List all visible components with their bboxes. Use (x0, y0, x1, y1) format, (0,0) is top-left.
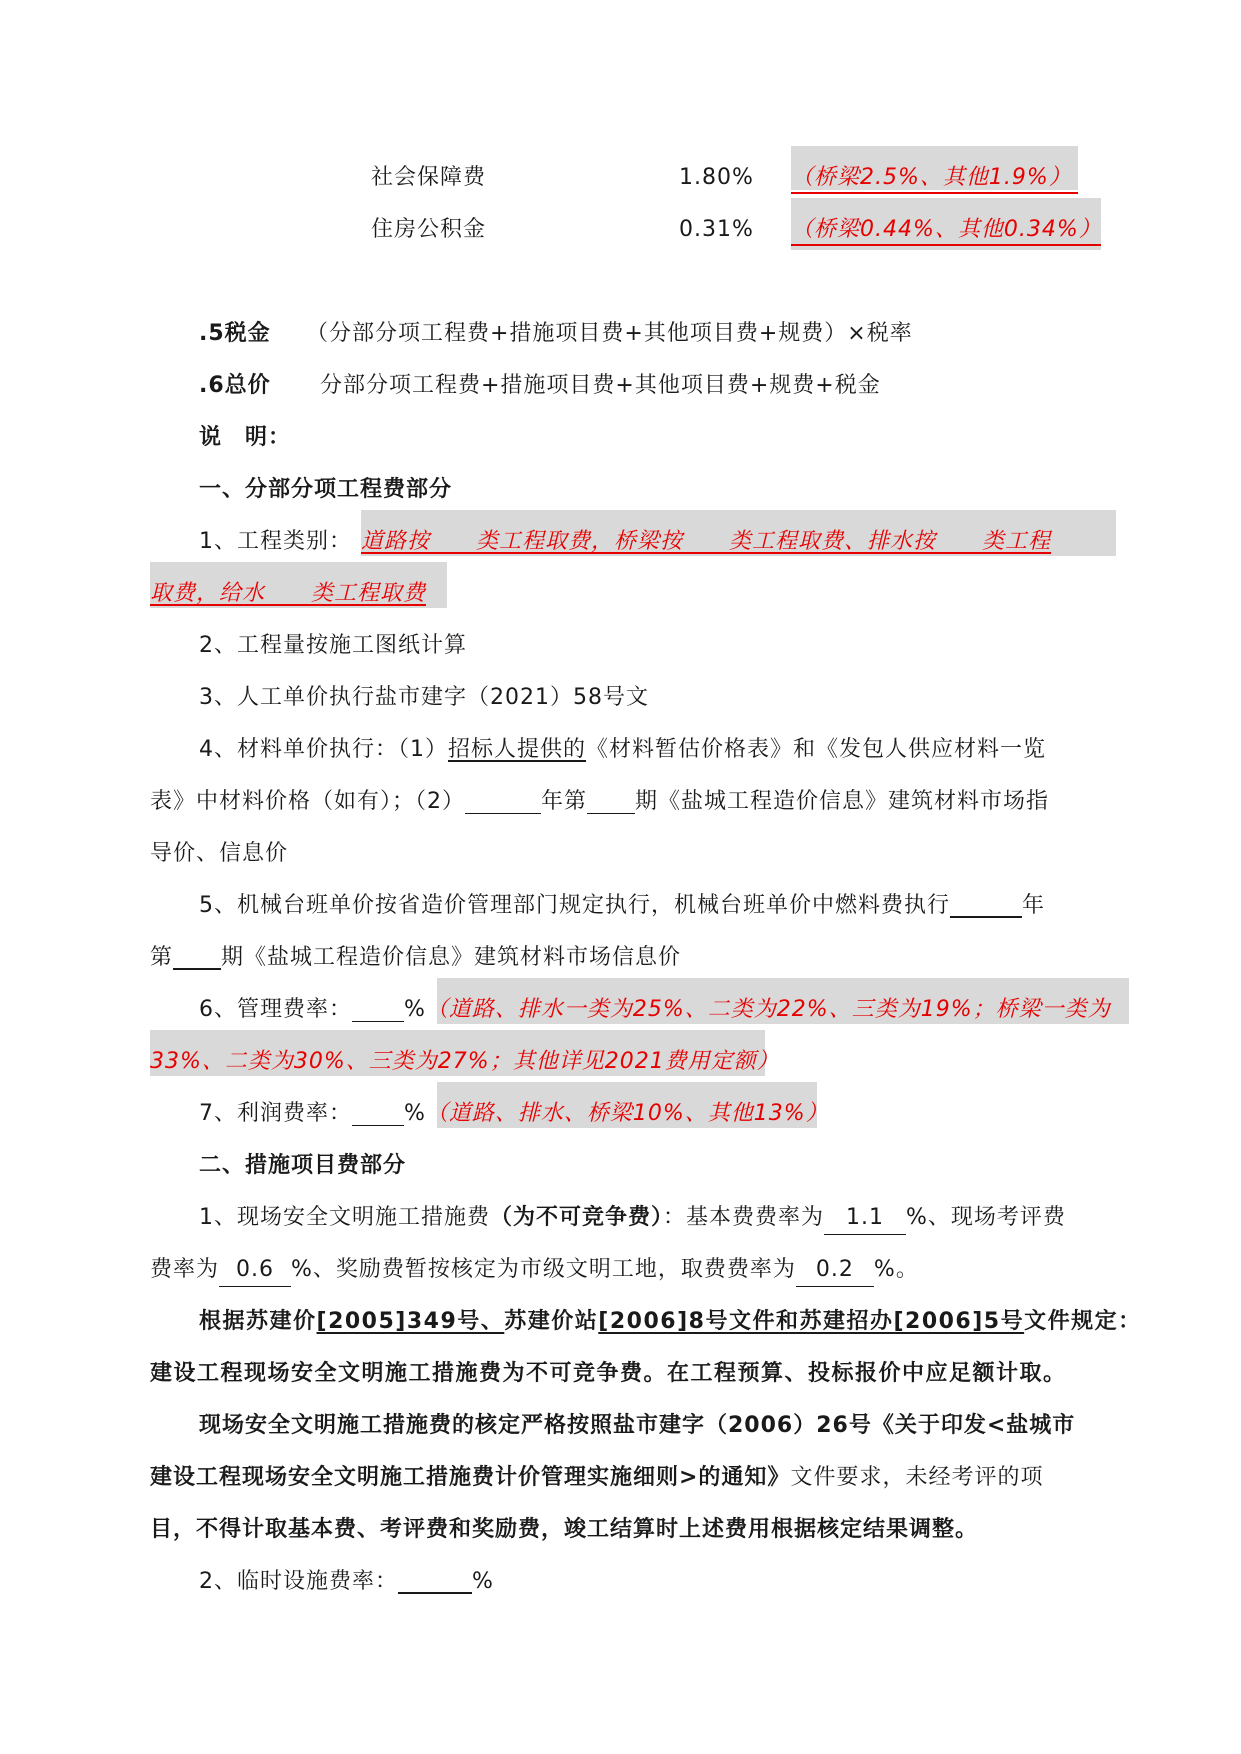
item5-part-b: 年 (1022, 893, 1046, 918)
tax-formula: （分部分项工程费+措施项目费+其他项目费+规费）×税率 (306, 321, 913, 346)
item4-issue-blank[interactable] (587, 787, 635, 814)
s2-para1-e: [2006]5号 (893, 1309, 1025, 1334)
item4-part-d: 表》中材料价格（如有）；（2） (150, 789, 465, 814)
item5-part-c: 第 (150, 945, 174, 970)
s2-item2-a: 2、临时设施费率： (199, 1569, 398, 1594)
item4-part-f: 期《盐城工程造价信息》建筑材料市场指 (635, 789, 1050, 814)
section2-title: 二、措施项目费部分 (199, 1153, 407, 1178)
item4-part-c: 《材料暂估价格表》和《发包人供应材料一览 (586, 737, 1047, 762)
fee-housing-note: （桥梁0.44%、其他0.34%） (791, 217, 1102, 242)
item2-text: 2、工程量按施工图纸计算 (199, 633, 467, 658)
fee-social-name: 社会保障费 (371, 165, 487, 190)
item5-part-d: 期《盐城工程造价信息》建筑材料市场信息价 (221, 945, 682, 970)
s2-para1-line2: 建设工程现场安全文明施工措施费为不可竞争费。在工程预算、投标报价中应足额计取。 (150, 1361, 1067, 1386)
section1-title: 一、分部分项工程费部分 (199, 477, 453, 502)
item4-line2 (150, 786, 1049, 818)
s2-item1-line1 (199, 1202, 1066, 1235)
item1-red-line2: 取费，给水 类工程取费 (150, 581, 427, 606)
item6-red-line2: 33%、二类为30%、三类为27%；其他详见2021费用定额） (150, 1049, 780, 1074)
item5-issue-blank[interactable] (173, 942, 221, 970)
s2-item2-rate-blank[interactable] (398, 1566, 472, 1594)
item6-part-b: % (404, 997, 426, 1022)
item7-line (199, 1098, 829, 1130)
s2-para2-line2b: 文件要求，未经考评的项 (790, 1465, 1044, 1490)
s2-item1-part-c: ：基本费费率为 (663, 1205, 825, 1230)
s2-para1-d: [2006]8号文件和苏建招办 (598, 1309, 894, 1334)
s2-item1-reward-rate: 0.2 (796, 1254, 874, 1287)
s2-para1-b: [2005]349号、 (316, 1309, 505, 1334)
item6-part-a: 6、管理费率： (199, 997, 352, 1022)
fee-housing-rate: 0.31% (679, 217, 754, 242)
item7-rate-blank[interactable] (352, 1099, 404, 1126)
s2-item2-b: % (472, 1569, 494, 1594)
fee-social-note: （桥梁2.5%、其他1.9%） (791, 165, 1072, 190)
item5-year-blank[interactable] (950, 890, 1022, 918)
item6-rate-blank[interactable] (352, 995, 404, 1022)
item5-line1 (199, 890, 1045, 922)
s2-para2-line3: 目，不得计取基本费、考评费和奖励费，竣工结算时上述费用根据核定结果调整。 (150, 1517, 979, 1542)
tax-label: .5税金 (199, 321, 271, 346)
fee-housing-name: 住房公积金 (371, 217, 487, 242)
item4-part-b: 招标人提供的 (448, 737, 587, 762)
explain-heading: 说 明： (199, 425, 292, 450)
s2-para2-b: 《关于印发<盐城市 (871, 1413, 1076, 1438)
s2-item1-part-e: 费率为 (150, 1257, 220, 1282)
item5-line2 (150, 942, 681, 974)
fee-social-rate: 1.80% (679, 165, 754, 190)
item4-line1 (199, 734, 1046, 766)
s2-item1-base-rate: 1.1 (824, 1202, 906, 1235)
s2-para1-line1 (199, 1306, 1142, 1338)
fee-social-note-underline (791, 192, 1078, 194)
item6-line1 (199, 994, 1111, 1026)
s2-para2-a: 现场安全文明施工措施费的核定严格按照盐市建字（2006）26号 (199, 1413, 872, 1438)
s2-item1-part-a: 1、现场安全文明施工措施费 (199, 1205, 490, 1230)
item4-part-a: 4、材料单价执行：（1） (199, 737, 448, 762)
item4-line3: 导价、信息价 (150, 841, 289, 866)
s2-item2-line (199, 1566, 494, 1598)
s2-item1-part-d: %、现场考评费 (906, 1205, 1066, 1230)
s2-item1-eval-rate: 0.6 (219, 1254, 291, 1287)
item7-red: （道路、排水、桥梁10%、其他13%） (425, 1101, 829, 1126)
s2-item1-part-b: （为不可竞争费） (490, 1205, 664, 1230)
item1-prefix: 1、工程类别： (199, 529, 352, 554)
item7-part-b: % (404, 1101, 426, 1126)
item6-red-line1: （道路、排水一类为25%、二类为22%、三类为19%；桥梁一类为 (425, 997, 1111, 1022)
total-formula: 分部分项工程费+措施项目费+其他项目费+规费+税金 (320, 373, 881, 398)
item7-part-a: 7、利润费率： (199, 1101, 352, 1126)
s2-para1-c: 苏建价站 (504, 1309, 599, 1334)
s2-item1-part-f: %、奖励费暂按核定为市级文明工地，取费费率为 (291, 1257, 796, 1282)
item4-part-e: 年第 (541, 789, 588, 814)
s2-para1-a: 根据苏建价 (199, 1309, 317, 1334)
s2-item1-line2 (150, 1254, 919, 1287)
item4-year-blank[interactable] (465, 787, 541, 814)
s2-item1-part-g: %。 (873, 1257, 919, 1282)
s2-para2-line2 (150, 1462, 1043, 1494)
fee-housing-note-underline (791, 244, 1101, 246)
item3-text: 3、人工单价执行盐市建字（2021）58号文 (199, 685, 649, 710)
total-label: .6总价 (199, 373, 271, 398)
item1-red-line1: 道路按 类工程取费，桥梁按 类工程取费、排水按 类工程 (361, 529, 1052, 554)
s2-para2-line2a: 建设工程现场安全文明施工措施费计价管理实施细则>的通知》 (150, 1465, 791, 1490)
item5-part-a: 5、机械台班单价按省造价管理部门规定执行，机械台班单价中燃料费执行 (199, 893, 950, 918)
s2-para1-f: 文件规定： (1024, 1309, 1142, 1334)
s2-para2-line1 (199, 1410, 1075, 1442)
